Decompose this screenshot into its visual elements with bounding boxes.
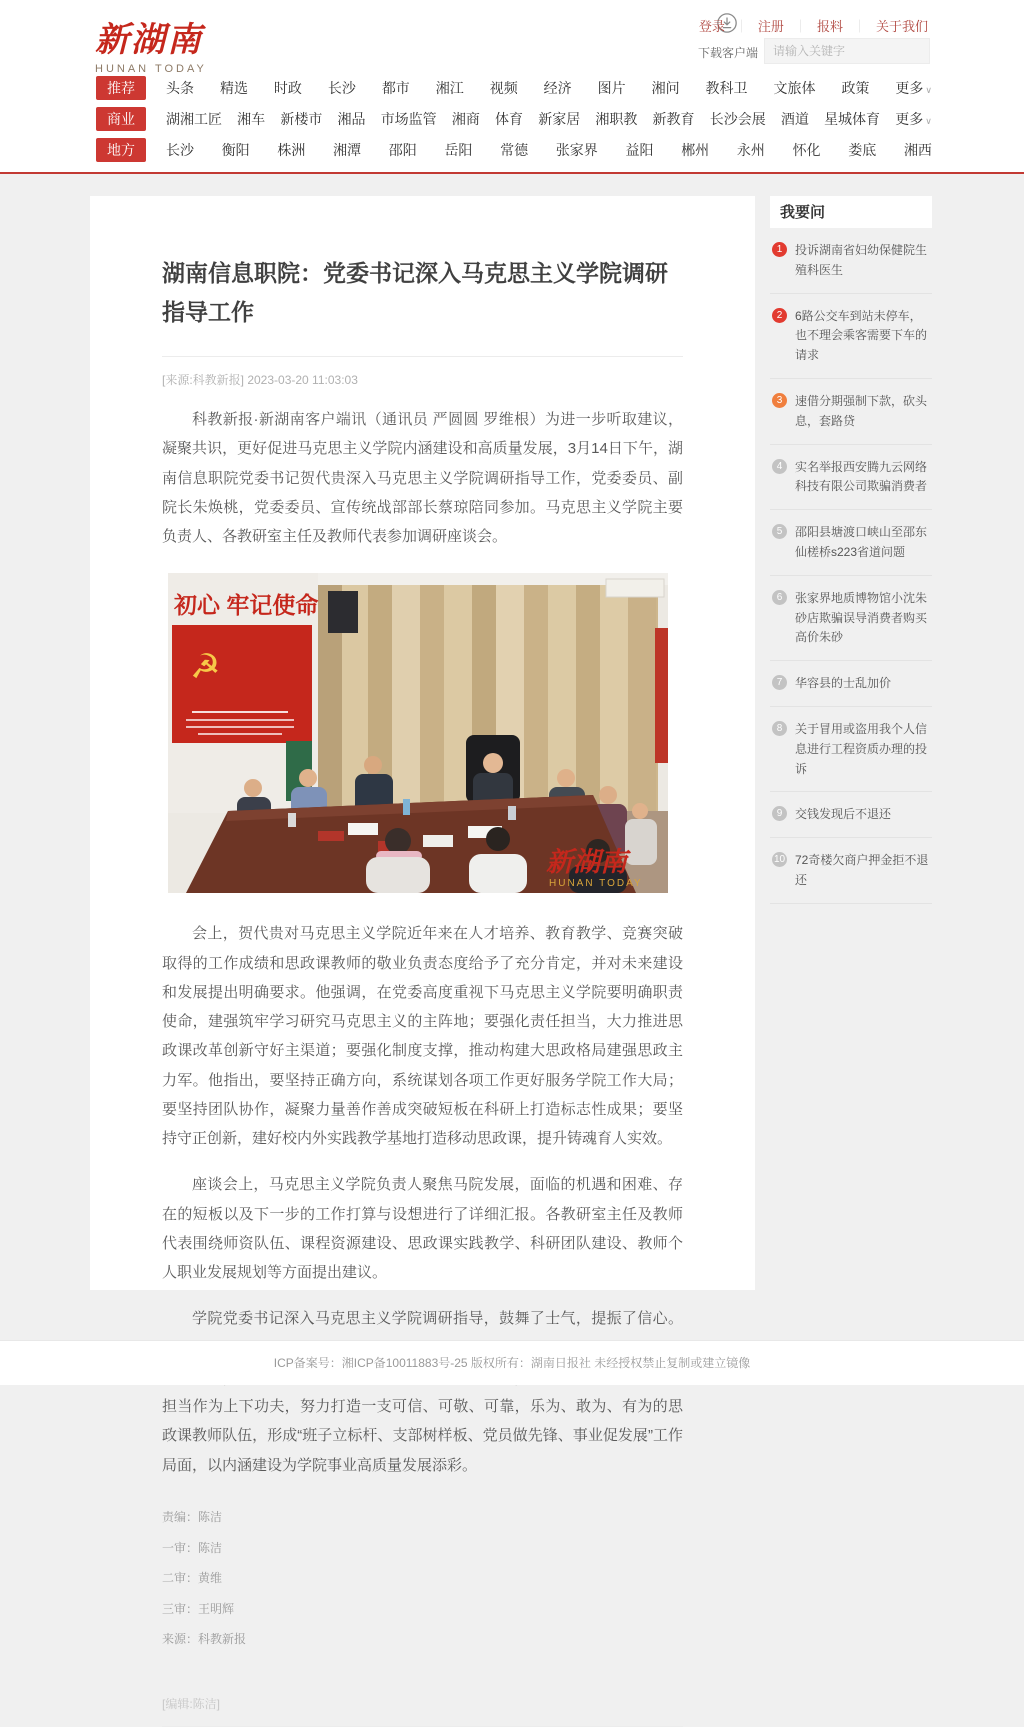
nav-item[interactable]: 衡阳	[221, 141, 250, 158]
nav-item[interactable]: 湘西	[903, 141, 932, 158]
title-divider	[162, 356, 683, 357]
article-paragraph: 座谈会上，马克思主义学院负责人聚焦马院发展，面临的机遇和困难、存在的短板以及下一步的工作打算与设想进行了详细汇报。各教研室主任及教师代表围绕师资队伍、课程资源建设、思政课实践教学、科研团队建设、教师个人职业发展规划等方面提出建议。	[162, 1176, 683, 1282]
question-text: 投诉湖南省妇幼保健院生殖科医生	[795, 243, 928, 277]
question-item[interactable]	[770, 838, 932, 904]
link-separator: ｜	[734, 19, 748, 34]
nav-item[interactable]: 经济	[543, 79, 572, 96]
question-list	[770, 228, 932, 904]
question-rank-badge: 7	[772, 675, 787, 690]
question-rank-badge: 5	[772, 524, 787, 539]
article-paragraph: 学院党委书记深入马克思主义学院调研指导，鼓舞了士气，提振了信心。 担当作为上下功夫，努力打造一支可信、可敬、可靠，乐为、敢为、有为的思政课教师队伍，形成“班子立标杆、支部树样板、党员做先锋、事业促发展”工作局面，以内涵建设为学院事业高质量发展添彩。	[162, 1310, 683, 1474]
top-link-1[interactable]: 注册	[757, 19, 784, 34]
nav-item[interactable]: 株洲	[277, 141, 306, 158]
credit-line: 一审：陈洁	[162, 1540, 223, 1555]
question-rank-badge: 1	[772, 242, 787, 257]
nav-item[interactable]: 新教育	[652, 110, 695, 127]
article-title: 湖南信息职院：党委书记深入马克思主义学院调研指导工作	[162, 260, 668, 326]
nav-row-business	[96, 103, 932, 134]
nav-item[interactable]: 长沙会展	[709, 110, 766, 127]
nav-item[interactable]: 市场监管	[380, 110, 437, 127]
question-text: 张家界地质博物馆小沈朱砂店欺骗误导消费者购买高价朱砂	[795, 590, 928, 645]
question-text: 速借分期强制下款，砍头息，套路贷	[795, 393, 928, 428]
nav-item[interactable]: 新楼市	[280, 110, 323, 127]
question-text: 关于冒用或盗用我个人信息进行工程资质办理的投诉	[795, 721, 928, 776]
question-rank-badge: 9	[772, 806, 787, 821]
footer-text: ICP备案号：湘ICP备10011883号-25 版权所有：湖南日报社 未经授权禁止复制或建立镜像	[273, 1356, 751, 1370]
nav-item[interactable]: 都市	[381, 79, 410, 96]
question-item[interactable]	[770, 576, 932, 661]
top-link-2[interactable]: 报料	[816, 19, 843, 34]
nav-item[interactable]: 文旅体	[773, 79, 816, 96]
credit-line: 二审：黄维	[162, 1571, 223, 1586]
article-body	[162, 405, 683, 1480]
sidebar-title: 我要问	[770, 196, 932, 228]
nav-item[interactable]: 政策	[841, 79, 870, 96]
question-item[interactable]	[770, 792, 932, 838]
nav-item[interactable]: 湘车	[237, 110, 266, 127]
nav-item[interactable]: 时政	[273, 79, 302, 96]
nav-item[interactable]: 长沙	[166, 141, 194, 158]
nav-more-button[interactable]: 更多 ∨	[895, 110, 932, 127]
article-paragraph: 科教新报·新湖南客户端讯（通讯员 严圆圆 罗维根）为进一步听取建议，凝聚共识，更好促进马克思主义学院内涵建设和高质量发展，3月14日下午，湖南信息职院党委书记贺代贵深入马克思主义学院调研指导工作，党委委员、副院长朱焕桃，党委委员、宣传统战部部长蔡琼陪同参加。马克思主义学院主要负责人、各教研室主任及教师代表参加调研座谈会。	[162, 411, 683, 546]
party-banner	[172, 625, 312, 743]
nav-item[interactable]: 视频	[489, 79, 518, 96]
question-text: 72奇楼欠商户押金拒不退还	[795, 853, 929, 887]
link-separator: ｜	[793, 19, 807, 34]
site-header	[0, 0, 1024, 174]
nav-item[interactable]: 体育	[495, 110, 524, 127]
credit-line: 来源：科教新报	[162, 1632, 247, 1647]
nav-item[interactable]: 娄底	[848, 141, 877, 158]
nav-item[interactable]: 酒道	[780, 110, 809, 127]
question-rank-badge: 6	[772, 590, 787, 605]
question-item[interactable]	[770, 228, 932, 294]
nav-items	[166, 109, 932, 129]
search-input[interactable]	[765, 44, 936, 58]
nav-item[interactable]: 湘品	[337, 110, 366, 127]
nav-tab-local[interactable]: 地方	[96, 138, 146, 162]
question-item[interactable]	[770, 510, 932, 576]
chevron-down-icon: ∨	[925, 115, 932, 126]
question-text: 交钱发现后不退还	[795, 807, 892, 822]
nav-item[interactable]: 永州	[736, 141, 765, 158]
top-link-3[interactable]: 关于我们	[875, 19, 928, 34]
question-rank-badge: 3	[772, 393, 787, 408]
question-rank-badge: 10	[773, 854, 786, 866]
nav-item[interactable]: 新家居	[538, 110, 581, 127]
nav-item[interactable]: 精选	[219, 79, 248, 96]
question-rank-badge: 8	[772, 721, 787, 736]
nav-item[interactable]: 湘职教	[595, 110, 638, 127]
nav-item[interactable]: 湖湘工匠	[166, 110, 222, 127]
nav-item[interactable]: 湘问	[651, 79, 680, 96]
nav-item[interactable]: 常德	[500, 141, 529, 158]
search-box	[764, 38, 930, 64]
watermark-subtitle: HUNAN TODAY	[549, 878, 643, 890]
link-separator: ｜	[852, 19, 866, 34]
editor-note: [编辑:陈洁]	[162, 1696, 221, 1711]
credit-line: 责编：陈洁	[162, 1509, 223, 1524]
question-item[interactable]	[770, 445, 932, 511]
nav-item[interactable]: 怀化	[792, 141, 821, 158]
main-nav	[96, 72, 932, 165]
site-logo[interactable]	[95, 12, 207, 75]
article-meta: [来源:科教新报] 2023-03-20 11:03:03	[162, 373, 358, 388]
nav-item[interactable]: 郴州	[681, 141, 710, 158]
nav-item[interactable]: 张家界	[555, 141, 598, 158]
top-link-0[interactable]: 登录	[698, 19, 725, 34]
nav-item[interactable]: 湘潭	[333, 141, 362, 158]
question-rank-badge: 2	[772, 308, 787, 323]
nav-item[interactable]: 湘江	[435, 79, 464, 96]
article-paragraph: 会上，贺代贵对马克思主义学院近年来在人才培养、教育教学、竞赛突破取得的工作成绩和思政课教师的敬业负责态度给予了充分肯定，并对未来建设和发展提出明确要求。他强调，在党委高度重视下马克思主义学院要明确职责使命，建强筑牢学习研究马克思主义的主阵地；要强化责任担当，大力推进思政课改革创新守好主渠道；要强化制度支撑，推动构建大思政格局建强思政主力军。他指出，要坚持正确方向，系统谋划各项工作更好服务学院工作大局；要坚持团队协作，凝聚力量善作善成突破短板在科研上打造标志性成果；要坚持守正创新，建好校内外实践教学基地打造移动思政课，提升铸魂育人实效。	[162, 925, 683, 1148]
question-text: 华容县的士乱加价	[795, 676, 892, 691]
banner-slogan: 初心 牢记使命	[174, 592, 319, 619]
question-text: 6路公交车到站未停车，也不理会乘客需要下车的请求	[795, 308, 928, 363]
nav-tab-business[interactable]: 商业	[96, 107, 146, 131]
question-text: 邵阳县塘渡口峡山至邵东仙槎桥s223省道问题	[795, 525, 928, 559]
nav-tab-recommend[interactable]: 推荐	[96, 76, 146, 100]
question-item[interactable]	[770, 707, 932, 792]
watermark-title: 新湖南	[546, 847, 627, 879]
nav-item[interactable]: 长沙	[327, 79, 356, 96]
nav-items	[166, 140, 932, 160]
nav-row-local	[96, 134, 932, 165]
credit-line: 三审：王明辉	[162, 1601, 235, 1616]
download-label: 下载客户端	[698, 46, 759, 60]
chevron-down-icon: ∨	[925, 84, 932, 95]
nav-item[interactable]: 星城体育	[824, 110, 881, 127]
logo-subtitle: HUNAN TODAY	[95, 63, 207, 75]
question-text: 实名举报西安腾九云网络科技有限公司欺骗消费者	[795, 459, 928, 494]
nav-item[interactable]: 邵阳	[388, 141, 417, 158]
nav-more-button[interactable]: 更多 ∨	[895, 79, 932, 96]
logo-title: 新湖南	[95, 20, 203, 60]
question-item[interactable]	[770, 294, 932, 379]
nav-item[interactable]: 图片	[597, 79, 626, 96]
nav-items	[166, 78, 932, 98]
sidebar-questions	[770, 196, 932, 904]
nav-item[interactable]: 教科卫	[705, 79, 748, 96]
question-item[interactable]	[770, 379, 932, 445]
nav-item[interactable]: 益阳	[625, 141, 654, 158]
nav-item[interactable]: 岳阳	[444, 141, 473, 158]
question-item[interactable]	[770, 661, 932, 707]
nav-item[interactable]: 头条	[166, 79, 194, 96]
nav-item[interactable]: 湘商	[451, 110, 480, 127]
article-photo	[168, 573, 668, 893]
svg-text:☭: ☭	[190, 648, 221, 687]
question-rank-badge: 4	[772, 459, 787, 474]
top-links	[699, 16, 928, 35]
article-credits	[162, 1502, 683, 1655]
site-footer	[0, 1340, 1024, 1385]
nav-row-recommend	[96, 72, 932, 103]
